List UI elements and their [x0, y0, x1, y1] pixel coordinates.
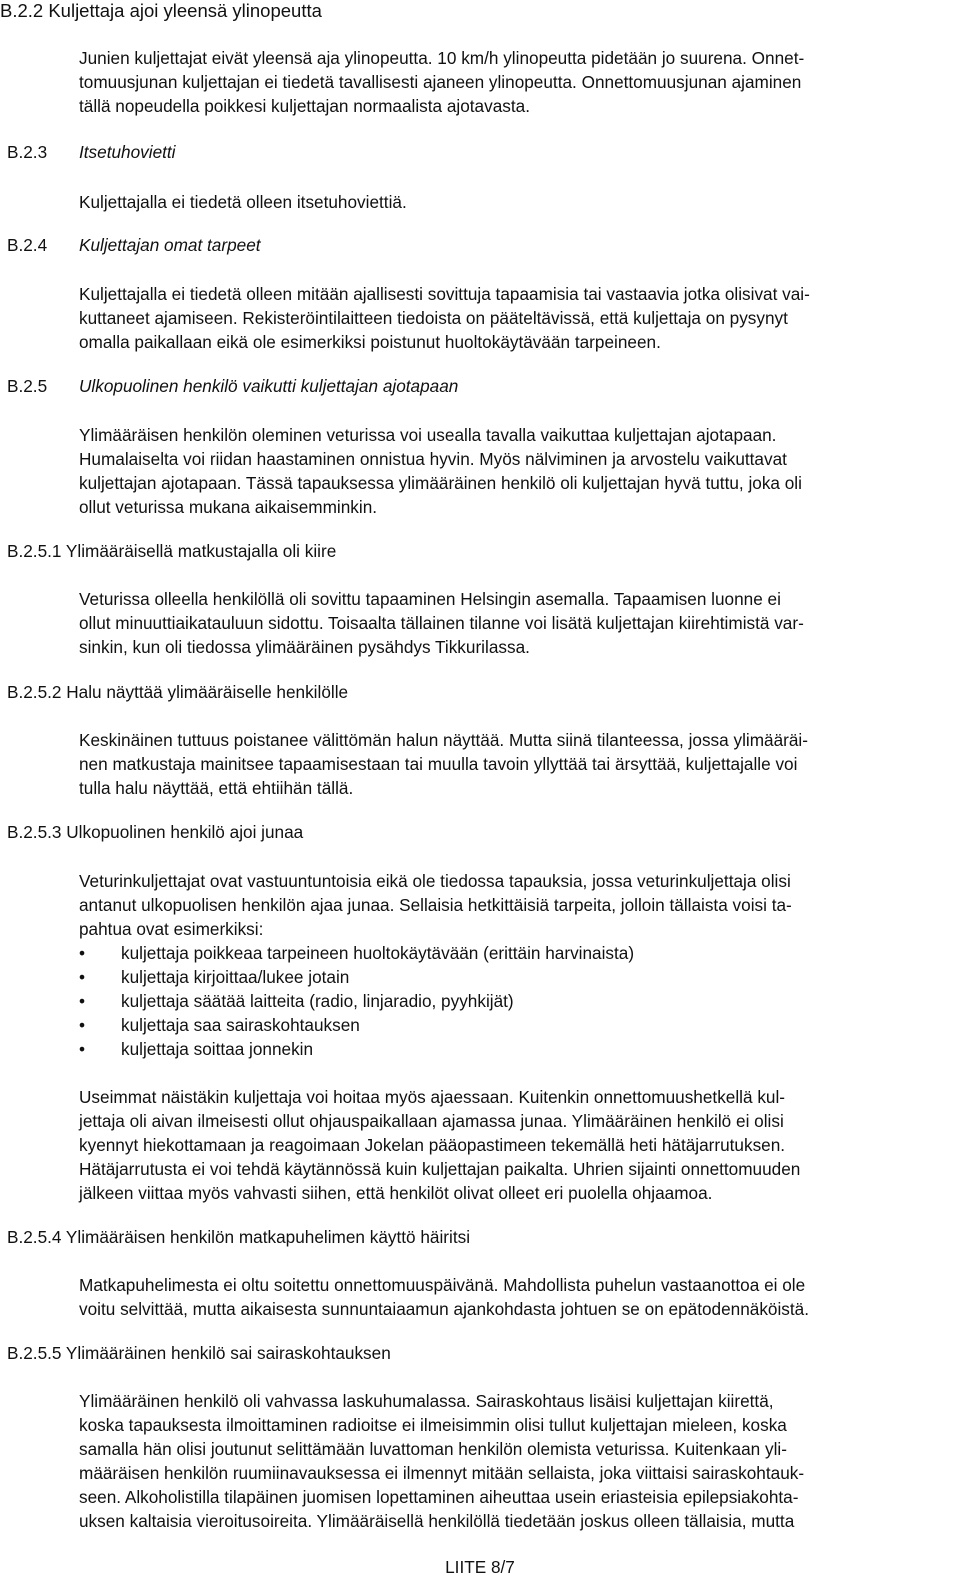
- bullet-icon: •: [79, 1015, 86, 1035]
- paragraph-line: tulla halu näyttää, että ehtiihän tällä.: [79, 778, 354, 798]
- paragraph-line: tomuusjunan kuljettajan ei tiedetä tavallisesti ajaneen ylinopeutta. Onnettomuusjunan ajaminen: [79, 72, 802, 92]
- subsection-heading-b253: B.2.5.3 Ulkopuolinen henkilö ajoi junaa: [7, 822, 304, 842]
- paragraph-line: seen. Alkoholistilla tilapäinen juomisen lopettaminen aiheuttaa usein eriasteisia epilepsiakohta-: [79, 1487, 799, 1507]
- paragraph-line: voitu selvittää, mutta aikaisesta sunnuntaiaamun ajankohdasta johtuen se on epätodennäköistä.: [79, 1299, 810, 1319]
- paragraph-line: ollut veturissa mukana aikaisemminkin.: [79, 497, 378, 517]
- subsection-heading-b255: B.2.5.5 Ylimääräinen henkilö sai sairaskohtauksen: [7, 1343, 391, 1363]
- subsection-heading-b252: B.2.5.2 Halu näyttää ylimääräiselle henkilölle: [7, 682, 349, 702]
- paragraph-line: jettaja oli aivan ilmeisesti ollut ohjauspaikallaan ajamassa junaa. Ylimääräinen henkilö ei olisi: [79, 1111, 784, 1131]
- paragraph-line: antanut ulkopuolisen henkilön ajaa junaa. Sellaisia hetkittäisiä tarpeita, jolloin tällaista voisi ta-: [79, 895, 792, 915]
- paragraph-line: sinkin, kun oli tiedossa ylimääräinen pysähdys Tikkurilassa.: [79, 637, 530, 657]
- paragraph-line: Veturinkuljettajat ovat vastuuntuntoisia eikä ole tiedossa tapauksia, jossa veturinkuljettaja olisi: [79, 871, 791, 891]
- paragraph-line: koska tapauksesta ilmoittaminen radioitse ei ilmeisimmin olisi tullut kuljettajan mieleen, koska: [79, 1415, 787, 1435]
- section-heading-b22: B.2.2 Kuljettaja ajoi yleensä ylinopeutta: [0, 0, 322, 21]
- paragraph-line: ollut minuuttiaikatauluun sidottu. Toisaalta tällainen tilanne voi lisätä kuljettajan kiirehtimistä var-: [79, 613, 804, 633]
- paragraph-line: pahtua ovat esimerkiksi:: [79, 919, 264, 939]
- bullet-icon: •: [79, 967, 86, 987]
- section-title-b25: Ulkopuolinen henkilö vaikutti kuljettajan ajotapaan: [79, 376, 459, 396]
- paragraph-line: Useimmat näistäkin kuljettaja voi hoitaa myös ajaessaan. Kuitenkin onnettomuushetkellä kul-: [79, 1087, 786, 1107]
- paragraph-line: tällä nopeudella poikkesi kuljettajan normaalista ajotavasta.: [79, 96, 530, 116]
- bullet-icon: •: [79, 943, 86, 963]
- section-number-b23: B.2.3: [7, 142, 48, 162]
- paragraph-line: kuttaneet ajamiseen. Rekisteröintilaitteen tiedoista on pääteltävissä, että kuljettaja on pysynyt: [79, 308, 788, 328]
- paragraph-line: Keskinäinen tuttuus poistanee välittömän halun näyttää. Mutta siinä tilanteessa, jossa ylimääräi-: [79, 730, 808, 750]
- paragraph-line: Kuljettajalla ei tiedetä olleen mitään ajallisesti sovittuja tapaamisia tai vastaavia jotka olisivat vai-: [79, 284, 810, 304]
- list-item: kuljettaja soittaa jonnekin: [121, 1039, 314, 1059]
- list-item: kuljettaja poikkeaa tarpeineen huoltokäytävään (erittäin harvinaista): [121, 943, 635, 963]
- section-title-b24: Kuljettajan omat tarpeet: [79, 235, 261, 255]
- paragraph-line: Kuljettajalla ei tiedetä olleen itsetuhoviettiä.: [79, 192, 407, 212]
- list-item: kuljettaja saa sairaskohtauksen: [121, 1015, 360, 1035]
- paragraph-line: Veturissa olleella henkilöllä oli sovittu tapaaminen Helsingin asemalla. Tapaamisen luonne ei: [79, 589, 781, 609]
- paragraph-line: kyennyt hiekottamaan ja reagoimaan Jokelan pääopastimeen tekemällä heti hätäjarrutuksen.: [79, 1135, 786, 1155]
- section-number-b24: B.2.4: [7, 235, 48, 255]
- paragraph-line: Hätäjarrutusta ei voi tehdä käytännössä kuin kuljettajan paikalta. Uhrien sijainti onnettomuuden: [79, 1159, 801, 1179]
- paragraph-line: uksen kaltaisia vieroitusoireita. Ylimääräisellä henkilöllä tiedetään joskus olleen tällaisia, mutta: [79, 1511, 795, 1531]
- paragraph-line: Matkapuhelimesta ei oltu soitettu onnettomuuspäivänä. Mahdollista puhelun vastaanottoa ei ole: [79, 1275, 806, 1295]
- paragraph-line: omalla paikallaan eikä ole esimerkiksi poistunut huoltokäytävään tarpeineen.: [79, 332, 661, 352]
- section-title-b23: Itsetuhovietti: [79, 142, 176, 162]
- paragraph-line: Ylimääräinen henkilö oli vahvassa laskuhumalassa. Sairaskohtaus lisäisi kuljettajan kiirettä,: [79, 1391, 774, 1411]
- paragraph-line: nen matkustaja mainitsee tapaamisestaan tai muulla tavoin yllyttää tai ärsyttää, kuljettajalle voi: [79, 754, 798, 774]
- section-number-b25: B.2.5: [7, 376, 48, 396]
- paragraph-line: Humalaiselta voi riidan haastaminen onnistua hyvin. Myös nälviminen ja arvostelu vaikuttavat: [79, 449, 787, 469]
- bullet-icon: •: [79, 1039, 86, 1059]
- paragraph-line: Junien kuljettajat eivät yleensä aja ylinopeutta. 10 km/h ylinopeutta pidetään jo suurena. Onnet-: [79, 48, 805, 68]
- bullet-icon: •: [79, 991, 86, 1011]
- subsection-heading-b251: B.2.5.1 Ylimääräisellä matkustajalla oli kiire: [7, 541, 337, 561]
- subsection-heading-b254: B.2.5.4 Ylimääräisen henkilön matkapuhelimen käyttö häiritsi: [7, 1227, 471, 1247]
- paragraph-line: jälkeen viittaa myös vahvasti siihen, että henkilöt olivat olleet eri puolella ohjaamoa.: [79, 1183, 713, 1203]
- paragraph-line: määräisen henkilön ruumiinavauksessa ei ilmennyt mitään sellaista, joka viittaisi sairaskohtauk-: [79, 1463, 805, 1483]
- paragraph-line: Ylimääräisen henkilön oleminen veturissa voi usealla tavalla vaikuttaa kuljettajan ajotapaan.: [79, 425, 777, 445]
- paragraph-line: samalla hän olisi joutunut selittämään luvattoman henkilön olemista veturissa. Kuitenkaan yli-: [79, 1439, 787, 1459]
- list-item: kuljettaja kirjoittaa/lukee jotain: [121, 967, 350, 987]
- list-item: kuljettaja säätää laitteita (radio, linjaradio, pyyhkijät): [121, 991, 514, 1011]
- paragraph-line: kuljettajan ajotapaan. Tässä tapauksessa ylimääräinen henkilö oli kuljettajan hyvä tuttu, joka oli: [79, 473, 802, 493]
- page-footer: LIITE 8/7: [445, 1557, 515, 1577]
